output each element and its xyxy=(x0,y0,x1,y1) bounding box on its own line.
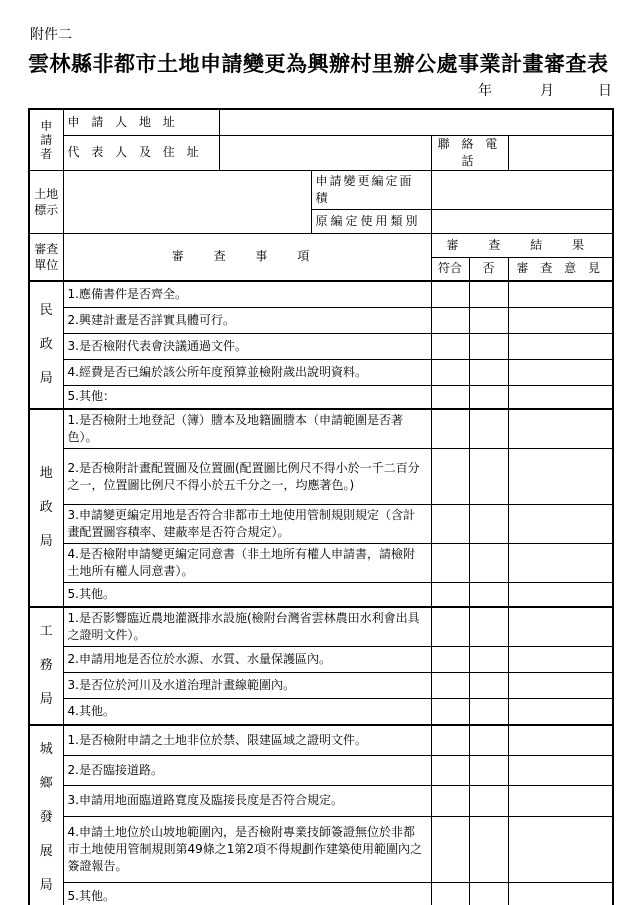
table-row xyxy=(29,409,613,449)
phone-label: 聯 絡 電 話 xyxy=(431,135,508,170)
table-row xyxy=(29,698,613,724)
review-item: 2.興建計畫是否詳實具體可行。 xyxy=(63,307,431,333)
conform-cell[interactable] xyxy=(431,505,469,544)
table-row xyxy=(29,646,613,672)
review-unit-char: 政 xyxy=(39,499,53,515)
opinion-cell[interactable] xyxy=(508,672,613,698)
review-unit-char: 地 xyxy=(39,465,53,481)
applicant-address-label: 申 請 人 地 址 xyxy=(63,109,219,135)
conform-header: 符合 xyxy=(431,257,469,281)
review-item: 1.是否檢附申請之土地非位於禁、限建區域之證明文件。 xyxy=(63,725,431,756)
conform-cell[interactable] xyxy=(431,816,469,882)
table-row xyxy=(29,816,613,882)
conform-cell[interactable] xyxy=(431,385,469,409)
not-header: 否 xyxy=(469,257,508,281)
conform-cell[interactable] xyxy=(431,544,469,583)
not-cell[interactable] xyxy=(469,672,508,698)
not-cell[interactable] xyxy=(469,307,508,333)
table-row xyxy=(29,725,613,756)
not-cell[interactable] xyxy=(469,646,508,672)
table-row xyxy=(29,281,613,307)
opinion-cell[interactable] xyxy=(508,583,613,607)
opinion-cell[interactable] xyxy=(508,786,613,817)
table-row xyxy=(29,672,613,698)
review-unit-char: 務 xyxy=(39,657,53,673)
opinion-cell[interactable] xyxy=(508,755,613,786)
review-item: 3.申請用地面臨道路寬度及臨接長度是否符合規定。 xyxy=(63,786,431,817)
not-cell[interactable] xyxy=(469,786,508,817)
land-value[interactable] xyxy=(63,170,311,233)
original-category-label: 原編定使用類別 xyxy=(311,209,431,233)
opinion-cell[interactable] xyxy=(508,333,613,359)
conform-cell[interactable] xyxy=(431,449,469,505)
table-row xyxy=(29,544,613,583)
table-row xyxy=(29,333,613,359)
not-cell[interactable] xyxy=(469,449,508,505)
review-unit-cell xyxy=(29,409,63,607)
not-cell[interactable] xyxy=(469,698,508,724)
conform-cell[interactable] xyxy=(431,307,469,333)
review-item: 3.是否檢附代表會決議通過文件。 xyxy=(63,333,431,359)
not-cell[interactable] xyxy=(469,409,508,449)
phone-value[interactable] xyxy=(508,135,613,170)
review-unit-char: 局 xyxy=(39,533,53,549)
conform-cell[interactable] xyxy=(431,646,469,672)
not-cell[interactable] xyxy=(469,725,508,756)
conform-cell[interactable] xyxy=(431,725,469,756)
conform-cell[interactable] xyxy=(431,698,469,724)
opinion-cell[interactable] xyxy=(508,307,613,333)
review-item: 5.其他。 xyxy=(63,882,431,905)
opinion-cell[interactable] xyxy=(508,449,613,505)
date-year: 年 xyxy=(478,83,492,99)
opinion-cell[interactable] xyxy=(508,882,613,905)
not-cell[interactable] xyxy=(469,816,508,882)
sections-body xyxy=(29,281,613,905)
not-cell[interactable] xyxy=(469,583,508,607)
date-month: 月 xyxy=(540,83,554,99)
table-row xyxy=(29,385,613,409)
conform-cell[interactable] xyxy=(431,281,469,307)
review-unit-char: 民 xyxy=(39,303,53,318)
conform-cell[interactable] xyxy=(431,583,469,607)
review-item: 4.是否檢附申請變更編定同意書（非土地所有權人申請書，請檢附土地所有權人同意書）。 xyxy=(63,544,431,583)
table-row xyxy=(29,505,613,544)
conform-cell[interactable] xyxy=(431,409,469,449)
conform-cell[interactable] xyxy=(431,882,469,905)
review-item: 3.申請變更編定用地是否符合非都市土地使用管制規則規定（含計畫配置圖容積率、建蔽率是否符合規定）。 xyxy=(63,505,431,544)
opinion-header: 審 查 意 見 xyxy=(508,257,613,281)
table-row xyxy=(29,449,613,505)
conform-cell[interactable] xyxy=(431,672,469,698)
opinion-cell[interactable] xyxy=(508,544,613,583)
opinion-cell[interactable] xyxy=(508,359,613,385)
conform-cell[interactable] xyxy=(431,359,469,385)
opinion-cell[interactable] xyxy=(508,646,613,672)
review-unit-char: 局 xyxy=(39,877,53,893)
not-cell[interactable] xyxy=(469,385,508,409)
conform-cell[interactable] xyxy=(431,333,469,359)
review-item: 2.是否檢附計畫配置圖及位置圖(配置圖比例尺不得小於一千二百分之一，位置圖比例尺不得小於五千分之一，均應著色。) xyxy=(63,449,431,505)
review-item: 2.申請用地是否位於水源、水質、水量保護區內。 xyxy=(63,646,431,672)
unit-header: 審查單位 xyxy=(34,241,59,272)
review-unit-char: 城 xyxy=(39,741,53,757)
items-header: 審 查 事 項 xyxy=(63,233,431,281)
land-label-cell xyxy=(29,170,63,233)
not-cell[interactable] xyxy=(469,607,508,647)
review-item: 4.申請土地位於山坡地範圍內，是否檢附專業技師簽證無位於非都市土地使用管制規則第49條之1第2項不得規劃作建築使用範圍內之簽證報告。 xyxy=(63,816,431,882)
page-title: 雲林縣非都市土地申請變更為興辦村里辦公處事業計畫審查表 xyxy=(28,52,609,76)
opinion-cell[interactable] xyxy=(508,607,613,647)
review-unit-char: 局 xyxy=(39,691,53,707)
representative-address-label: 代 表 人 及 住 址 xyxy=(63,135,219,170)
review-unit-char: 鄉 xyxy=(39,775,53,791)
review-unit-char: 展 xyxy=(39,843,53,859)
table-row xyxy=(29,755,613,786)
not-cell[interactable] xyxy=(469,544,508,583)
review-item: 1.應備書件是否齊全。 xyxy=(63,281,431,307)
review-unit-char: 工 xyxy=(39,623,53,639)
review-item: 4.其他。 xyxy=(63,698,431,724)
opinion-cell[interactable] xyxy=(508,725,613,756)
conform-cell[interactable] xyxy=(431,786,469,817)
not-cell[interactable] xyxy=(469,882,508,905)
area-value[interactable] xyxy=(431,170,613,209)
table-row xyxy=(29,583,613,607)
representative-address-value[interactable] xyxy=(219,135,431,170)
review-item: 3.是否位於河川及水道治理計畫線範圍內。 xyxy=(63,672,431,698)
date-day: 日 xyxy=(598,83,612,99)
applicant-address-value[interactable] xyxy=(219,109,613,135)
opinion-cell[interactable] xyxy=(508,385,613,409)
table-row xyxy=(29,359,613,385)
review-unit-cell xyxy=(29,281,63,409)
review-item: 1.是否影響臨近農地灌溉排水設施(檢附台灣省雲林農田水利會出具之證明文件）。 xyxy=(63,607,431,647)
table-row xyxy=(29,882,613,905)
opinion-cell[interactable] xyxy=(508,816,613,882)
not-cell[interactable] xyxy=(469,505,508,544)
applicant-label: 申請者 xyxy=(40,118,53,161)
not-cell[interactable] xyxy=(469,359,508,385)
review-item: 4.經費是否已編於該公所年度預算並檢附歲出說明資料。 xyxy=(63,359,431,385)
review-unit-cell xyxy=(29,725,63,905)
table-row xyxy=(29,607,613,647)
review-unit-char: 發 xyxy=(39,809,53,825)
conform-cell[interactable] xyxy=(431,607,469,647)
review-item: 1.是否檢附土地登記（簿）謄本及地籍圖謄本（申請範圍是否著色）。 xyxy=(63,409,431,449)
review-item: 5.其他。 xyxy=(63,583,431,607)
review-item: 2.是否臨接道路。 xyxy=(63,755,431,786)
annex-label: 附件二 xyxy=(30,27,72,43)
review-unit-char: 局 xyxy=(39,371,53,386)
applicant-label-cell xyxy=(29,109,63,170)
table-row xyxy=(29,786,613,817)
opinion-cell[interactable] xyxy=(508,409,613,449)
review-item: 5.其他： xyxy=(63,385,431,409)
review-table xyxy=(28,108,614,905)
opinion-cell[interactable] xyxy=(508,505,613,544)
land-label: 土地標示 xyxy=(34,186,59,217)
not-cell[interactable] xyxy=(469,333,508,359)
unit-header-cell xyxy=(29,233,63,281)
table-row xyxy=(29,307,613,333)
not-cell[interactable] xyxy=(469,281,508,307)
original-category-value[interactable] xyxy=(431,209,613,233)
review-unit-cell xyxy=(29,607,63,725)
area-label: 申請變更編定面積 xyxy=(311,170,431,209)
result-header: 審 查 結 果 xyxy=(431,233,613,257)
not-cell[interactable] xyxy=(469,755,508,786)
conform-cell[interactable] xyxy=(431,755,469,786)
opinion-cell[interactable] xyxy=(508,698,613,724)
opinion-cell[interactable] xyxy=(508,281,613,307)
review-unit-char: 政 xyxy=(39,337,53,352)
